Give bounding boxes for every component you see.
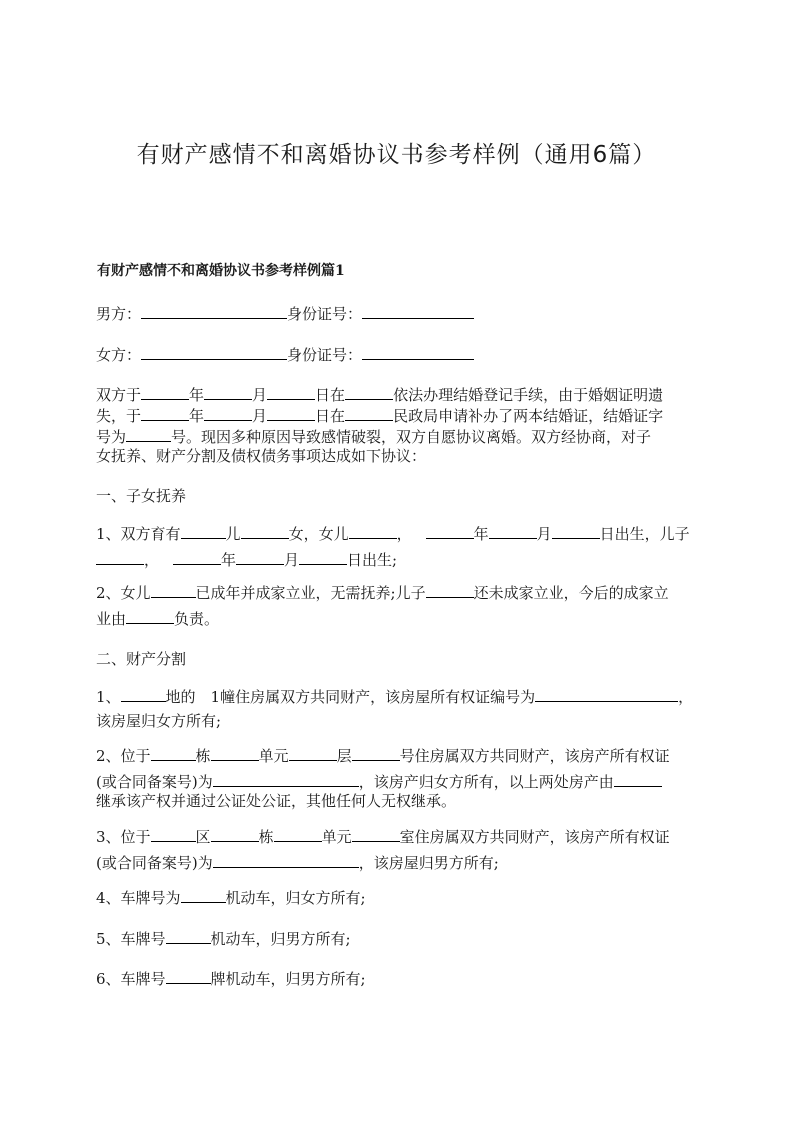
female-party-line	[96, 343, 708, 366]
clause-text: 单元	[258, 747, 289, 765]
clause-text: 日出生，儿子	[599, 525, 690, 543]
male-id-label: 身份证号：	[287, 305, 363, 323]
clause-text: 6、车牌号	[96, 970, 166, 988]
intro-text: 女抚养、财产分割及债权债务事项达成如下协议：	[96, 447, 427, 465]
clause-text: 4、车牌号为	[96, 889, 181, 907]
property-clause-6	[96, 967, 708, 990]
clause-text: 栋	[258, 828, 274, 846]
property-heading: 二、财产分割	[96, 650, 187, 668]
blank	[552, 522, 600, 539]
blank	[299, 548, 347, 565]
clause-text: 负责。	[174, 610, 220, 628]
clause-text: 单元	[321, 828, 352, 846]
year-blank	[141, 383, 189, 400]
blank	[614, 770, 662, 787]
intro-year: 年	[189, 407, 205, 425]
clause-text: 室住房属双方共同财产，该房产所有权证	[399, 828, 670, 846]
intro-line-2	[96, 404, 708, 425]
place-blank	[345, 404, 393, 421]
blank	[151, 825, 196, 842]
clause-text: 业由	[96, 610, 127, 628]
clause-text: 机动车，归男方所有;	[210, 930, 351, 948]
clause-text: 2、位于	[96, 747, 151, 765]
clause-text: ，该房产归女方所有，以上两处房产由	[358, 773, 614, 791]
blank	[166, 967, 211, 984]
property-clause-4	[96, 886, 708, 909]
clause-text: ，	[678, 688, 694, 706]
female-id-label: 身份证号：	[287, 346, 363, 364]
blank	[181, 522, 226, 539]
male-party-line	[96, 302, 708, 325]
intro-text: 民政局申请补办了两本结婚证，结婚证字	[393, 407, 664, 425]
clause-text: 号住房属双方共同财产，该房产所有权证	[399, 747, 670, 765]
day-blank	[267, 404, 315, 421]
year-blank	[141, 404, 189, 421]
male-id-blank	[362, 302, 474, 319]
blank	[151, 744, 196, 761]
intro-line-4	[96, 446, 708, 467]
blank	[426, 522, 474, 539]
intro-text: 双方于	[96, 386, 142, 404]
intro-line-3	[96, 425, 708, 446]
clause-text: 层	[336, 747, 352, 765]
intro-text: 依法办理结婚登记手续，由于婚姻证明遗	[393, 386, 664, 404]
blank	[213, 770, 359, 787]
clause-text: (或合同备案号)为	[96, 854, 213, 872]
clause-line	[96, 685, 708, 706]
clause-text: 5、车牌号	[96, 930, 166, 948]
blank	[352, 744, 400, 761]
clause-text: ，	[396, 525, 412, 543]
clause-text: 2、女儿	[96, 584, 151, 602]
place-blank	[345, 383, 393, 400]
cert-no-blank	[126, 425, 171, 442]
property-clause-3	[96, 825, 708, 872]
blank	[166, 927, 211, 944]
clause-text: 继承该产权并通过公证处公证，其他任何人无权继承。	[96, 792, 457, 810]
month-blank	[204, 383, 252, 400]
blank	[426, 581, 474, 598]
day-blank	[267, 383, 315, 400]
blank	[121, 685, 166, 702]
intro-day: 日在	[315, 386, 346, 404]
property-clause-5	[96, 927, 708, 950]
female-name-blank	[141, 343, 287, 360]
blank	[211, 744, 259, 761]
clause-text: 地的 1幢住房属双方共同财产，该房屋所有权证编号为	[165, 688, 536, 706]
intro-month: 月	[252, 386, 268, 404]
blank	[289, 744, 337, 761]
blank	[151, 581, 196, 598]
clause-text: 月	[284, 551, 300, 569]
blank	[274, 825, 322, 842]
clause-text: 还未成家立业，今后的成家立	[473, 584, 669, 602]
male-label: 男方：	[96, 305, 142, 323]
clause-text: 机动车，归女方所有;	[225, 889, 366, 907]
intro-day: 日在	[315, 407, 346, 425]
female-label: 女方：	[96, 346, 142, 364]
clause-line	[96, 744, 708, 765]
month-blank	[204, 404, 252, 421]
clause-text: ，	[144, 551, 160, 569]
clause-text: 已成年并成家立业，无需抚养;儿子	[195, 584, 426, 602]
property-clause-2	[96, 744, 708, 812]
children-clause-2	[96, 581, 708, 628]
clause-text: 年	[221, 551, 237, 569]
male-name-blank	[141, 302, 287, 319]
clause-text: 牌机动车，归男方所有;	[210, 970, 366, 988]
property-clause-1	[96, 685, 708, 732]
intro-paragraph	[96, 383, 708, 467]
intro-month: 月	[252, 407, 268, 425]
clause-text: ，该房屋归男方所有;	[358, 854, 499, 872]
blank	[173, 548, 221, 565]
blank	[181, 886, 226, 903]
clause-text: 月	[536, 525, 552, 543]
clause-text: 1、	[96, 688, 121, 706]
blank	[241, 522, 289, 539]
clause-text: (或合同备案号)为	[96, 773, 213, 791]
blank	[236, 548, 284, 565]
clause-line	[96, 791, 708, 812]
blank	[211, 825, 259, 842]
blank	[352, 825, 400, 842]
intro-text: 号。现因多种原因导致感情破裂，双方自愿协议离婚。双方经协商，对子	[171, 428, 652, 446]
intro-year: 年	[189, 386, 205, 404]
children-clause-1	[96, 522, 708, 569]
clause-text: 日出生;	[347, 551, 398, 569]
clause-line	[96, 851, 708, 872]
clause-line	[96, 770, 708, 791]
clause-text: 女，女儿	[288, 525, 349, 543]
clause-line	[96, 825, 708, 846]
blank	[349, 522, 397, 539]
clause-line	[96, 581, 708, 602]
blank	[96, 548, 144, 565]
document-title: 有财产感情不和离婚协议书参考样例（通用6篇）	[136, 142, 657, 168]
female-id-blank	[362, 343, 474, 360]
clause-text: 区	[195, 828, 211, 846]
blank	[535, 685, 678, 702]
children-heading: 一、子女抚养	[96, 487, 187, 505]
clause-text: 栋	[195, 747, 211, 765]
clause-line	[96, 522, 708, 543]
section-title: 有财产感情不和离婚协议书参考样例篇1	[97, 263, 345, 279]
blank	[213, 851, 359, 868]
clause-text: 年	[473, 525, 489, 543]
clause-line	[96, 548, 708, 569]
intro-text: 失，于	[96, 407, 142, 425]
intro-line-1	[96, 383, 708, 404]
clause-text: 该房屋归女方所有;	[96, 712, 222, 730]
clause-text: 儿	[225, 525, 241, 543]
intro-text: 号为	[96, 428, 127, 446]
clause-line	[96, 711, 708, 732]
blank	[489, 522, 537, 539]
clause-line	[96, 607, 708, 628]
blank	[126, 607, 174, 624]
clause-text: 3、位于	[96, 828, 151, 846]
clause-text: 1、双方育有	[96, 525, 181, 543]
